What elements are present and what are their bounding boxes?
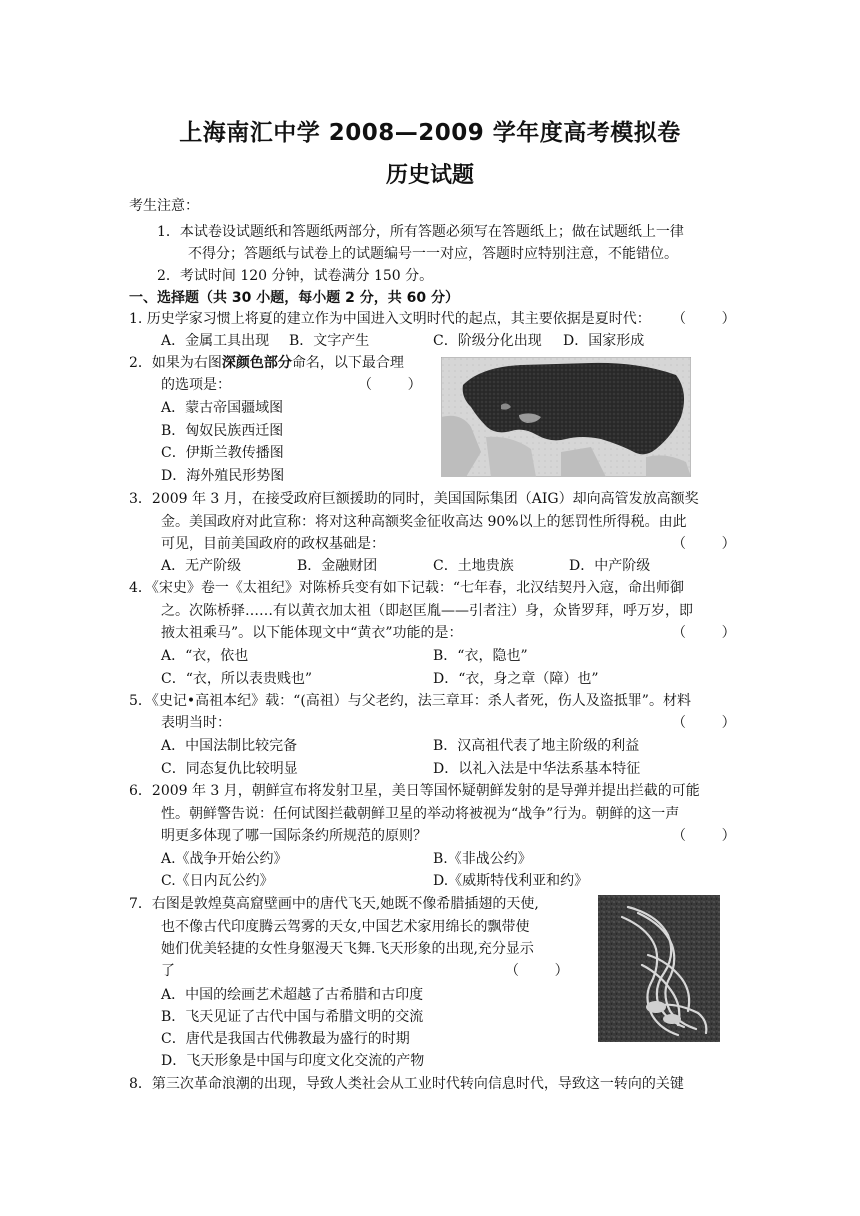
q6-option-c: C.《日内瓦公约》 — [161, 873, 274, 889]
q3-option-b: B．金融财团 — [297, 558, 378, 574]
q5-option-d: D．以礼入法是中华法系基本特征 — [433, 761, 641, 777]
q2-stem-line1 — [129, 353, 404, 373]
q7-option-b: B．飞天见证了古代中国与希腊文明的交流 — [161, 1009, 424, 1025]
q7-line1: 7．右图是敦煌莫高窟壁画中的唐代飞天,她既不像希腊插翅的天使, — [129, 896, 539, 912]
q2-stem-bold: 深颜色部分 — [221, 355, 292, 371]
q6-option-a: A.《战争开始公约》 — [161, 851, 288, 867]
q5-line1: 5．《史记•高祖本纪》载：“(高祖）与父老约，法三章耳：杀人者死，伤人及盗抵罪”。材料 — [129, 693, 691, 709]
notice-item-2: 2．考试时间 120 分钟，试卷满分 150 分。 — [157, 268, 434, 284]
q2-answer-paren: （ ） — [358, 377, 422, 393]
q5-option-c: C．同态复仇比较明显 — [161, 761, 298, 777]
q6-option-d: D.《威斯特伐利亚和约》 — [433, 873, 589, 889]
q2-stem-post: 命名，以下最合理 — [291, 355, 404, 371]
q1-stem: 1. 历史学家习惯上将夏的建立作为中国进入文明时代的起点，其主要依据是夏时代： — [129, 311, 651, 327]
q1-option-a: A．金属工具出现 — [161, 333, 270, 349]
q1-option-c: C．阶级分化出现 — [433, 333, 542, 349]
q5-line2: 表明当时： — [161, 715, 231, 731]
q7-option-d: D．飞天形象是中国与印度文化交流的产物 — [161, 1053, 425, 1069]
q3-answer-paren: （ ） — [672, 536, 736, 552]
q3-option-a: A．无产阶级 — [161, 558, 242, 574]
q7-option-a: A．中国的绘画艺术超越了古希腊和古印度 — [161, 987, 424, 1003]
map-figure-svg — [441, 357, 691, 477]
q6-line1: 6．2009 年 3 月，朝鲜宣布将发射卫星，美日等国怀疑朝鲜发射的是导弹并提出拦截的可能 — [129, 783, 700, 799]
q4-option-d: D．“衣，身之章（障）也” — [433, 671, 599, 687]
q6-option-b: B.《非战公约》 — [433, 851, 532, 867]
q4-option-c: C．“衣，所以表贵贱也” — [161, 671, 313, 687]
q5-answer-paren: （ ） — [672, 715, 736, 731]
q1-option-b: B．文字产生 — [289, 333, 370, 349]
q1-option-d: D．国家形成 — [563, 333, 645, 349]
q2-option-c: C．伊斯兰教传播图 — [161, 445, 284, 461]
q7-answer-paren: （ ） — [505, 963, 569, 979]
q2-option-a: A．蒙古帝国疆域图 — [161, 400, 284, 416]
q4-line1: 4．《宋史》卷一《太祖纪》对陈桥兵变有如下记载：“七年春，北汉结契丹入寇，命出师御 — [129, 580, 685, 596]
q3-line2: 金。美国政府对此宣称：将对这种高额奖金征收高达 90%以上的惩罚性所得税。由此 — [161, 514, 687, 530]
q3-line1: 3．2009 年 3 月，在接受政府巨额援助的同时，美国国际集团（AIG）却向高管发放高额奖 — [129, 491, 699, 507]
q7-option-c: C．唐代是我国古代佛教最为盛行的时期 — [161, 1031, 410, 1047]
flying-apsara-figure — [598, 895, 720, 1042]
q5-option-a: A．中国法制比较完备 — [161, 738, 298, 754]
q7-line2: 也不像古代印度腾云驾雾的天女,中国艺术家用绵长的飘带使 — [161, 919, 530, 935]
q4-line3: 掖太祖乘马”。以下能体现文中“黄衣”功能的是： — [161, 625, 463, 641]
notice-item-1b: 不得分；答题纸与试卷上的试题编号一一对应，答题时应特别注意，不能错位。 — [188, 246, 678, 262]
q2-option-d: D．海外殖民形势图 — [161, 468, 285, 484]
notice-heading: 考生注意： — [129, 198, 199, 214]
page-title: 上海南汇中学 2008—2009 学年度高考模拟卷 — [179, 120, 681, 146]
q6-line3: 明更多体现了哪一国际条约所规范的原则？ — [161, 828, 427, 844]
q4-option-a: A．“衣，依也 — [161, 648, 249, 664]
q4-line2: 之。次陈桥驿……有以黄衣加太祖（即赵匡胤——引者注）身，众皆罗拜，呼万岁，即 — [161, 603, 693, 619]
q7-line3: 她们优美轻捷的女性身躯漫天飞舞.飞天形象的出现,充分显示 — [161, 941, 534, 957]
q2-stem-pre: 2．如果为右图 — [129, 355, 222, 371]
q5-option-b: B．汉高祖代表了地主阶级的利益 — [433, 738, 640, 754]
q4-answer-paren: （ ） — [672, 625, 736, 641]
section-heading: 一、选择题（共 30 小题，每小题 2 分，共 60 分） — [129, 290, 459, 306]
flying-apsara-svg — [598, 895, 720, 1042]
map-figure — [441, 357, 691, 477]
notice-item-1a: 1．本试卷设试题纸和答题纸两部分，所有答题必须写在答题纸上；做在试题纸上一律 — [157, 224, 684, 240]
q6-answer-paren: （ ） — [672, 828, 736, 844]
q8-line1: 8．第三次革命浪潮的出现，导致人类社会从工业时代转向信息时代，导致这一转向的关键 — [129, 1076, 684, 1092]
q1-answer-paren: （ ） — [672, 311, 736, 327]
q6-line2: 性。朝鲜警告说：任何试图拦截朝鲜卫星的举动将被视为“战争”行为。朝鲜的这一声 — [161, 806, 680, 822]
q3-option-c: C．土地贵族 — [433, 558, 514, 574]
q3-line3: 可见，目前美国政府的政权基础是： — [161, 536, 385, 552]
page-subtitle: 历史试题 — [385, 163, 474, 188]
q7-line4: 了 — [161, 963, 175, 979]
q3-option-d: D．中产阶级 — [569, 558, 651, 574]
q4-option-b: B．“衣，隐也” — [433, 648, 528, 664]
q2-stem-line2: 的选项是： — [161, 377, 231, 393]
q2-option-b: B．匈奴民族西迁图 — [161, 423, 284, 439]
